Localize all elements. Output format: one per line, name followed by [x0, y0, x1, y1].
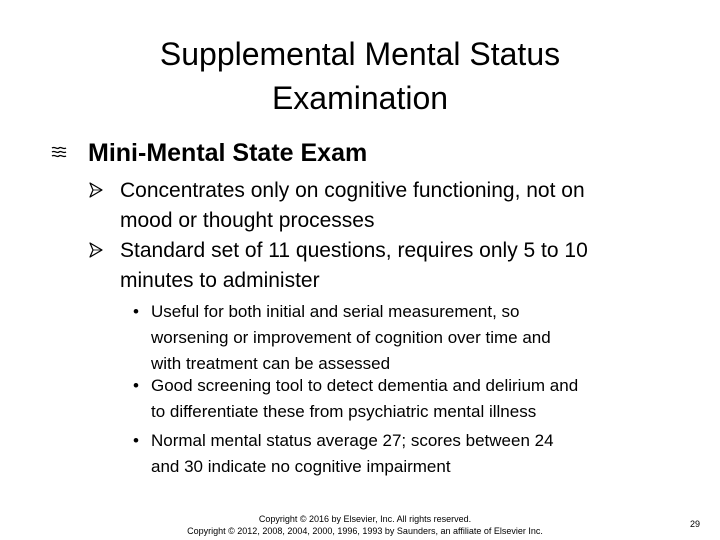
point-1 [89, 176, 689, 236]
subpoint-1-line-1: Useful for both initial and serial measurement, so [151, 302, 520, 321]
subpoint-3-line-2: and 30 indicate no cognitive impairment [151, 457, 451, 476]
point-2-text [120, 236, 680, 296]
fancy-scroll-bullet-icon [50, 145, 68, 159]
subpoint-bullet: • [133, 376, 139, 395]
copyright-footer [150, 513, 580, 537]
subpoint-bullet: • [133, 302, 139, 321]
arrowhead-bullet-icon [89, 242, 103, 258]
subpoint-1-line-2: worsening or improvement of cognition over time and [151, 328, 551, 347]
subpoint-2-line-2: to differentiate these from psychiatric mental illness [151, 402, 537, 421]
page-number: 29 [689, 519, 700, 529]
subpoint-1 [133, 299, 693, 377]
point-2-line-1: Standard set of 11 questions, requires only 5 to 10 [120, 239, 588, 262]
copyright-line-1: Copyright © 2016 by Elsevier, Inc. All rights reserved. [258, 514, 472, 524]
point-1-line-1: Concentrates only on cognitive functioning, not on [120, 179, 585, 202]
heading-item [50, 137, 670, 169]
subpoint-2 [133, 373, 693, 425]
subpoint-3-text [151, 428, 671, 480]
copyright-line-2: Copyright © 2012, 2008, 2004, 2000, 1996, 1993 by Saunders, an affiliate of Elsevier Inc. [187, 526, 543, 536]
subpoint-3-line-1: Normal mental status average 27; scores between 24 [151, 431, 554, 450]
subpoint-3 [133, 428, 693, 480]
point-1-text [120, 176, 680, 236]
point-2 [89, 236, 689, 296]
point-1-line-2: mood or thought processes [120, 209, 375, 232]
point-2-line-2: minutes to administer [120, 269, 320, 292]
subpoint-2-text [151, 373, 671, 425]
subpoint-1-line-3: with treatment can be assessed [151, 354, 391, 373]
slide-title [60, 32, 660, 120]
arrowhead-bullet-icon [89, 182, 103, 198]
subpoint-1-text [151, 299, 671, 377]
slide-title-line-1: Supplemental Mental Status [159, 36, 561, 72]
slide-title-line-2: Examination [271, 80, 449, 116]
heading-text: Mini-Mental State Exam [88, 139, 368, 167]
subpoint-bullet: • [133, 431, 139, 450]
subpoint-2-line-1: Good screening tool to detect dementia and delirium and [151, 376, 579, 395]
